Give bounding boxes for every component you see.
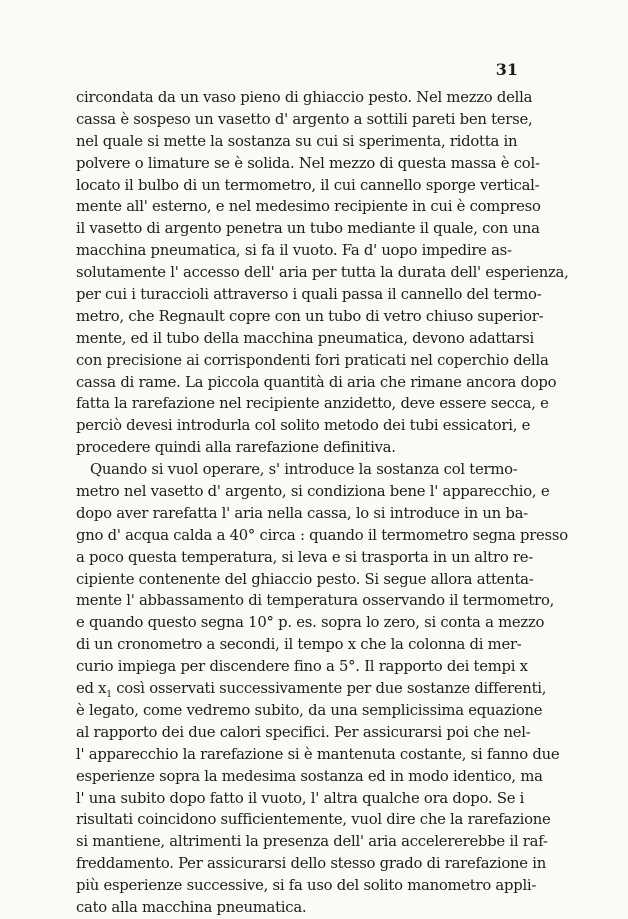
text-line: mente l' abbassamento di temperatura osservando il termometro, [76, 592, 555, 610]
line-start: ed x [76, 680, 107, 698]
text-line: esperienze sopra la medesima sostanza ed in modo identico, ma [76, 767, 543, 785]
text-line: metro nel vasetto d' argento, si condiziona bene l' apparecchio, e [76, 483, 550, 501]
text-line: l' una subito dopo fatto il vuoto, l' altra qualche ora dopo. Se i [76, 789, 525, 807]
text-line: gno d' acqua calda a 40° circa : quando il termometro segna presso [76, 526, 568, 544]
text-line: con precisione ai corrispondenti fori praticati nel coperchio della [76, 351, 549, 369]
text-line: il vasetto di argento penetra un tubo mediante il quale, con una [76, 220, 540, 238]
text-line: si mantiene, altrimenti la presenza dell' aria accelererebbe il raf- [76, 833, 548, 851]
text-line: locato il bulbo di un termometro, il cui cannello sporge vertical- [76, 176, 540, 194]
text-line: al rapporto dei due calori specifici. Per assicurarsi poi che nel- [76, 723, 531, 741]
paragraph-start-line: Quando si vuol operare, s' introduce la sostanza col termo- [90, 461, 518, 479]
text-line: cassa è sospeso un vasetto d' argento a sottili pareti ben terse, [76, 110, 533, 128]
text-line: circondata da un vaso pieno di ghiaccio pesto. Nel mezzo della [76, 89, 533, 106]
text-line: mente, ed il tubo della macchina pneumatica, devono adattarsi [76, 329, 535, 347]
text-block [76, 87, 569, 919]
paragraph-end-line: procedere quindi alla rarefazione definitiva. [76, 439, 396, 457]
text-line: risultati coincidono sufficientemente, vuol dire che la rarefazione [76, 811, 551, 829]
text-line: fatta la rarefazione nel recipiente anzidetto, deve essere secca, e [76, 395, 549, 413]
text-line: nel quale si mette la sostanza su cui si sperimenta, ridotta in [76, 132, 518, 150]
text-line: più esperienze successive, si fa uso del solito manometro appli- [76, 877, 537, 895]
text-line: e quando questo segna 10° p. es. sopra lo zero, si conta a mezzo [76, 614, 545, 632]
text-line: solutamente l' accesso dell' aria per tutta la durata dell' esperienza, [76, 264, 569, 282]
text-line: mente all' esterno, e nel medesimo recipiente in cui è compreso [76, 198, 541, 216]
text-line: curio impiega per discendere fino a 5°. Il rapporto dei tempi x [76, 658, 528, 676]
text-line: polvere o limature se è solida. Nel mezzo di questa massa è col- [76, 154, 540, 172]
text-line: freddamento. Per assicurarsi dello stesso grado di rarefazione in [76, 855, 546, 873]
text-line: l' apparecchio la rarefazione si è mantenuta costante, si fanno due [76, 745, 560, 763]
text-line: perciò devesi introdurla col solito metodo dei tubi essicatori, e [76, 417, 531, 435]
subscript: 1 [106, 690, 112, 700]
text-line: cassa di rame. La piccola quantità di aria che rimane ancora dopo [76, 373, 557, 391]
text-line-subscript [76, 678, 547, 700]
text-line: macchina pneumatica, si fa il vuoto. Fa d' uopo impedire as- [76, 242, 512, 260]
text-line: di un cronometro a secondi, il tempo x che la colonna di mer- [76, 636, 522, 654]
text-line: per cui i turaccioli attraverso i quali passa il cannello del termo- [76, 286, 542, 304]
text-line: cipiente contenente del ghiaccio pesto. Si segue allora attenta- [76, 570, 534, 588]
line-end: così osservati successivamente per due sostanze differenti, [111, 680, 547, 698]
text-line: è legato, come vedremo subito, da una semplicissima equazione [76, 701, 543, 719]
paragraph-end-line: cato alla macchina pneumatica. [76, 898, 307, 916]
page-number: 31 [495, 60, 518, 79]
text-line: a poco questa temperatura, si leva e si trasporta in un altro re- [76, 548, 534, 566]
text-line: dopo aver rarefatta l' aria nella cassa, lo si introduce in un ba- [76, 504, 528, 522]
text-line: metro, che Regnault copre con un tubo di vetro chiuso superior- [76, 307, 544, 325]
